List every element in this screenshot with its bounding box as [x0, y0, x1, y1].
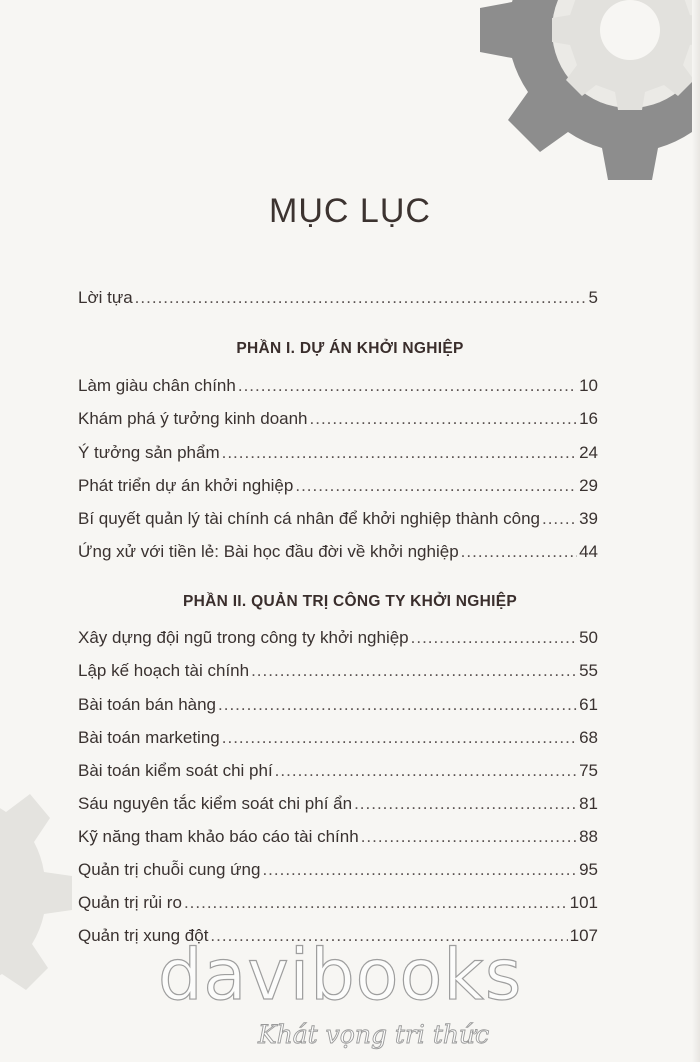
- dot-leader: [542, 509, 577, 529]
- toc-entry[interactable]: [78, 695, 598, 721]
- toc-entry-title: Bài toán marketing: [78, 728, 220, 747]
- toc-entry-page: 39: [579, 509, 598, 528]
- dot-leader: [238, 376, 577, 396]
- dot-leader: [222, 443, 577, 463]
- toc-entry[interactable]: [78, 443, 598, 469]
- toc-entry[interactable]: [78, 542, 598, 568]
- dot-leader: [411, 628, 577, 648]
- dot-leader: [222, 728, 577, 748]
- toc-entry-title: Ứng xử với tiền lẻ: Bài học đầu đời về khởi nghiệp: [78, 542, 459, 561]
- toc-entry-title: Xây dựng đội ngũ trong công ty khởi nghiệp: [78, 628, 409, 647]
- toc-entry-title: Ý tưởng sản phẩm: [78, 443, 220, 462]
- toc-entry-page: 44: [579, 542, 598, 561]
- toc-entry-title: Quản trị xung đột: [78, 926, 209, 945]
- toc-entry-page: 50: [579, 628, 598, 647]
- toc-entry[interactable]: [78, 661, 598, 687]
- gear-large-icon: [460, 0, 700, 220]
- toc-entry[interactable]: [78, 628, 598, 654]
- toc-entry[interactable]: [78, 860, 598, 886]
- toc-entry-preface[interactable]: [78, 288, 598, 314]
- toc-entry[interactable]: [78, 476, 598, 502]
- toc-entry[interactable]: [78, 728, 598, 754]
- dot-leader: [135, 288, 587, 308]
- toc-entry[interactable]: [78, 509, 598, 535]
- watermark-brand: davibooks: [158, 934, 523, 1016]
- part-2-heading: PHẦN II. QUẢN TRỊ CÔNG TY KHỞI NGHIỆP: [182, 593, 518, 610]
- toc-entry-page: 95: [579, 860, 598, 879]
- toc-entry-page: 107: [569, 926, 598, 945]
- toc-entry[interactable]: [78, 893, 598, 919]
- toc-entry-page: 55: [579, 661, 598, 680]
- watermark-tagline: Khát vọng tri thức: [258, 1020, 490, 1049]
- dot-leader: [310, 409, 578, 429]
- dot-leader: [218, 695, 577, 715]
- toc-entry-title: Phát triển dự án khởi nghiệp: [78, 476, 294, 495]
- toc-entry-page: 24: [579, 443, 598, 462]
- toc-entry-page: 88: [579, 827, 598, 846]
- toc-entry-title: Bài toán kiểm soát chi phí: [78, 761, 273, 780]
- toc-entry-title: Quản trị chuỗi cung ứng: [78, 860, 261, 879]
- toc-entry-title: Quản trị rủi ro: [78, 893, 182, 912]
- toc-entry[interactable]: [78, 794, 598, 820]
- dot-leader: [361, 827, 577, 847]
- toc-entry-page: 10: [579, 376, 598, 395]
- dot-leader: [251, 661, 577, 681]
- toc-entry[interactable]: [78, 761, 598, 787]
- dot-leader: [262, 860, 577, 880]
- toc-entry-page: 68: [579, 728, 598, 747]
- dot-leader: [275, 761, 577, 781]
- toc-entry-title: Lập kế hoạch tài chính: [78, 661, 250, 680]
- toc-entry-page: 75: [579, 761, 598, 780]
- toc-entry-title: Bài toán bán hàng: [78, 695, 217, 714]
- dot-leader: [461, 542, 577, 562]
- toc-entry-page: 5: [588, 288, 598, 307]
- toc-entry-title: Khám phá ý tưởng kinh doanh: [78, 409, 308, 428]
- page-title: MỤC LỤC: [269, 192, 431, 230]
- part-1-heading: PHẦN I. DỰ ÁN KHỞI NGHIỆP: [236, 340, 464, 357]
- toc-entry[interactable]: [78, 376, 598, 402]
- toc-entry-title: Kỹ năng tham khảo báo cáo tài chính: [78, 827, 359, 846]
- dot-leader: [184, 893, 568, 913]
- page-edge: [692, 0, 700, 1062]
- toc-entry-title: Lời tựa: [78, 288, 133, 307]
- dot-leader: [354, 794, 577, 814]
- toc-entry[interactable]: [78, 409, 598, 435]
- toc-entry-title: Bí quyết quản lý tài chính cá nhân để khởi nghiệp thành công: [78, 509, 540, 528]
- toc-entry-page: 81: [579, 794, 598, 813]
- toc-entry[interactable]: [78, 827, 598, 853]
- dot-leader: [295, 476, 577, 496]
- toc-entry-page: 16: [579, 409, 598, 428]
- toc-entry-title: Sáu nguyên tắc kiểm soát chi phí ẩn: [78, 794, 353, 813]
- toc-entry-title: Làm giàu chân chính: [78, 376, 236, 395]
- toc-entry-page: 61: [579, 695, 598, 714]
- toc-entry-page: 101: [569, 893, 598, 912]
- toc-entry-page: 29: [579, 476, 598, 495]
